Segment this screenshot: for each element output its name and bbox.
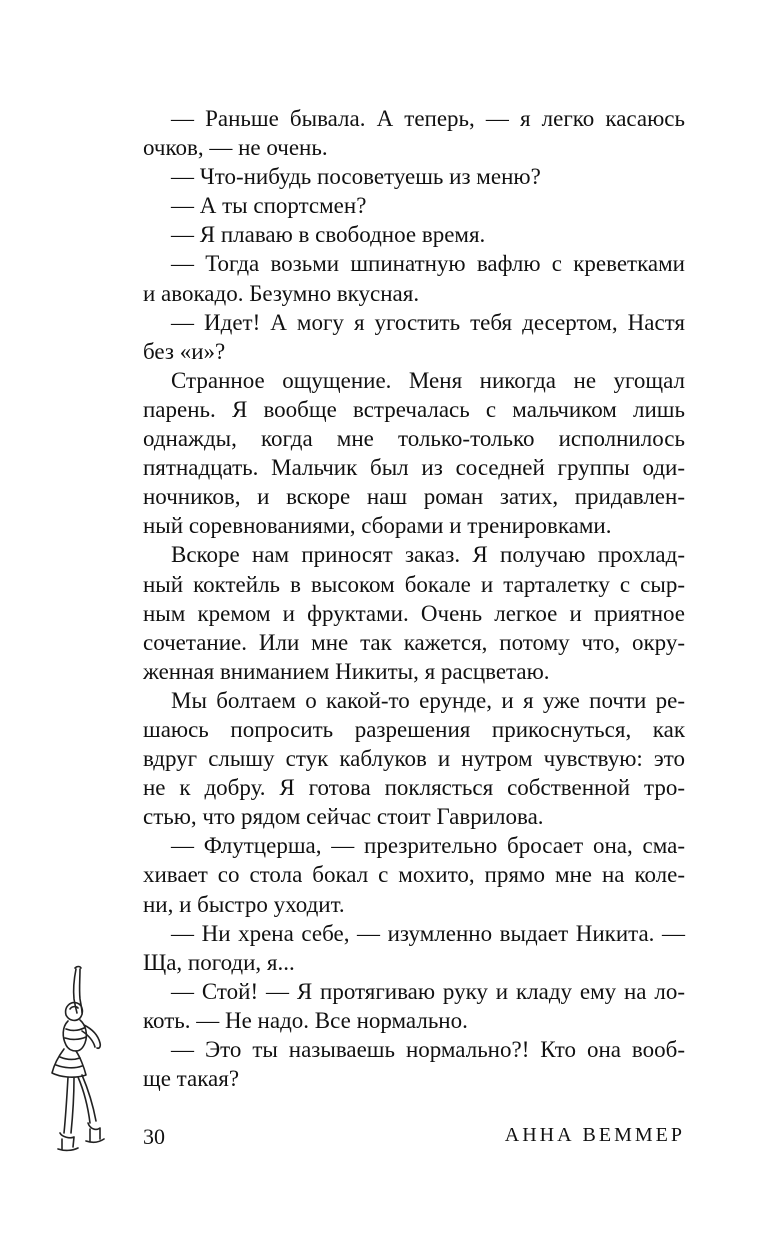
text-line: очков, — не очень. xyxy=(143,135,328,161)
text-line: — Что-нибудь посоветуешь из меню? xyxy=(171,164,541,190)
running-footer-author: АННА ВЕММЕР xyxy=(504,1124,685,1146)
text-line: женная вниманием Никиты, я расцветаю. xyxy=(143,658,550,684)
text-line: Вскоре нам приносят заказ. Я получаю прохлад- xyxy=(171,542,685,568)
figure-skater-icon xyxy=(40,965,120,1175)
text-line: пятнадцать. Мальчик был из соседней группы оди- xyxy=(143,455,685,481)
text-line: — Идет! А могу я угостить тебя десертом, Настя xyxy=(171,309,685,335)
text-line: — Стой! — Я протягиваю руку и кладу ему на ло- xyxy=(171,978,685,1004)
text-line: шаюсь попросить разрешения прикоснуться, как xyxy=(143,716,685,742)
text-line: Странное ощущение. Меня никогда не угощал xyxy=(171,367,685,393)
text-line: однажды, когда мне только-только исполнилось xyxy=(143,426,685,452)
text-line: хивает со стола бокал с мохито, прямо мне на коле- xyxy=(143,862,685,888)
text-line: сочетание. Или мне так кажется, потому что, окру- xyxy=(143,629,685,655)
text-line: ни, и быстро уходит. xyxy=(143,891,345,917)
text-line: вдруг слышу стук каблуков и нутром чувствую: это xyxy=(143,746,685,772)
text-line: — Я плаваю в свободное время. xyxy=(171,222,486,248)
text-line: — Тогда возьми шпинатную вафлю с креветками xyxy=(171,251,685,277)
text-line: — А ты спортсмен? xyxy=(171,193,367,219)
text-line: стью, что рядом сейчас стоит Гаврилова. xyxy=(143,804,544,830)
text-line: — Это ты называешь нормально?! Кто она вооб- xyxy=(171,1037,685,1062)
text-line: не к добру. Я готова поклясться собственной тро- xyxy=(143,775,685,801)
text-line: ный коктейль в высоком бокале и тарталетку с сыр- xyxy=(143,571,685,597)
text-line: Мы болтаем о какой-то ерунде, и я уже почти ре- xyxy=(171,687,685,713)
text-line: — Ни хрена себе, — изумленно выдает Никита. — xyxy=(171,920,685,946)
text-line: и авокадо. Безумно вкусная. xyxy=(143,280,420,306)
text-line: парень. Я вообще встречалась с мальчиком лишь xyxy=(143,396,685,422)
text-line: ный соревнованиями, сборами и тренировками. xyxy=(143,513,612,539)
text-line: ще такая? xyxy=(143,1066,240,1092)
text-line: ным кремом и фруктами. Очень легкое и приятное xyxy=(143,600,685,626)
text-line: ночников, и вскоре наш роман затих, придавлен- xyxy=(143,484,685,510)
text-line: — Флутцерша, — презрительно бросает она, сма- xyxy=(171,833,685,859)
text-line: коть. — Не надо. Все нормально. xyxy=(143,1007,468,1033)
text-line: — Раньше бывала. А теперь, — я легко касаюсь xyxy=(171,106,685,131)
text-line: без «и»? xyxy=(143,338,226,364)
body-text xyxy=(143,104,685,1093)
text-line: Ща, погоди, я... xyxy=(143,949,295,975)
page-number: 30 xyxy=(143,1124,165,1149)
